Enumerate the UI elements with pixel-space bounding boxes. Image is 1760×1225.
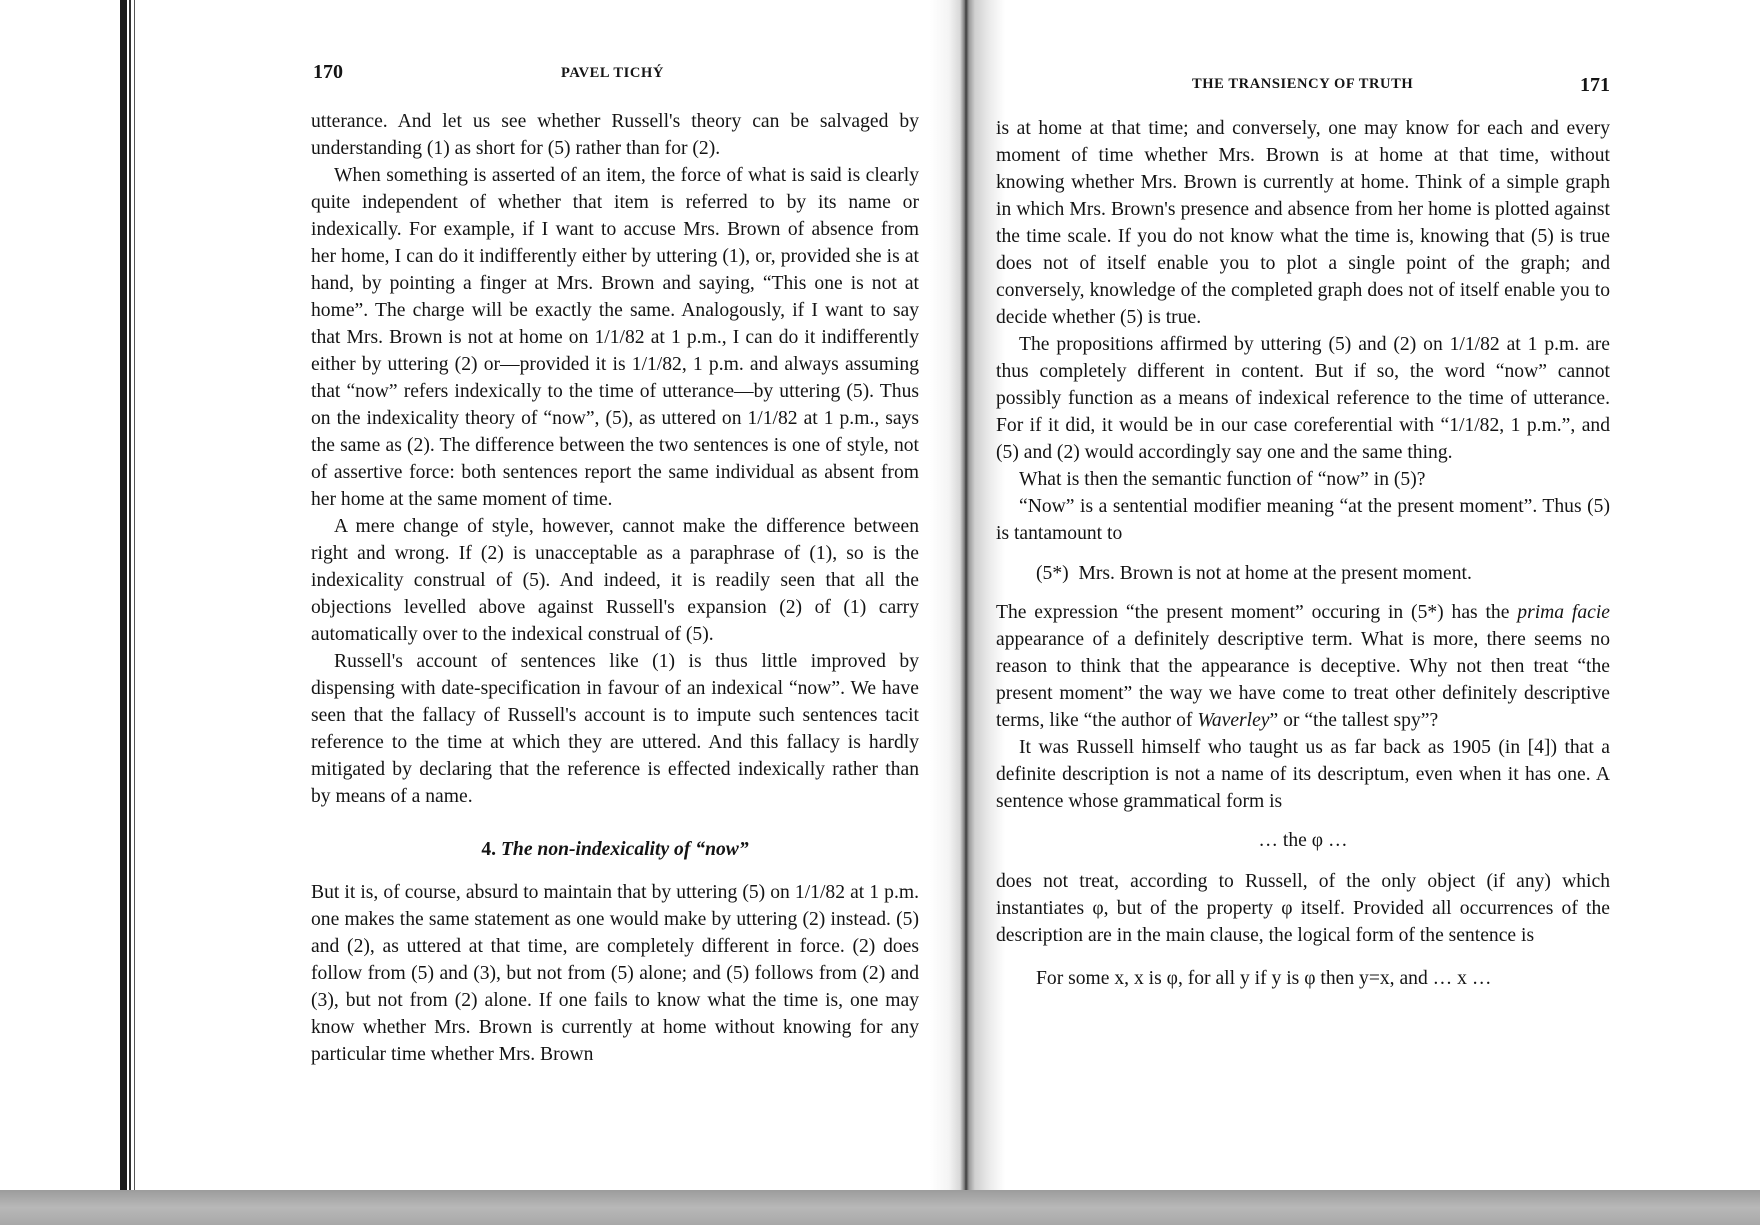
paragraph: The propositions affirmed by uttering (5) and (2) on 1/1/82 at 1 p.m. are thus completely different in content. But if so, the word “now” cannot possibly function as a means of indexical reference to the time of utterance. For if it did, it would be in our case coreferential with “1/1/82, 1 p.m.”, and (5) and (2) would accordingly say one and the same thing. bbox=[996, 334, 1610, 463]
page-number-right: 171 bbox=[1580, 74, 1610, 96]
right-page-body bbox=[996, 115, 1610, 992]
section-number: 4. bbox=[481, 839, 497, 860]
logical-form-formula: For some x, x is φ, for all y if y is φ then y=x, and … x … bbox=[1036, 968, 1492, 989]
page-edge-shadow bbox=[118, 0, 142, 1190]
paragraph: “Now” is a sentential modifier meaning “at the present moment”. Thus (5) is tantamount to bbox=[996, 496, 1610, 544]
paragraph: is at home at that time; and conversely, one may know for each and every moment of time whether Mrs. Brown is at home at that time, without knowing whether Mrs. Brown is currently at home. Think of a simple graph in which Mrs. Brown's presence and absence from her home is plotted against the time scale. If you do not know what the time is, knowing that (5) is true does not of itself enable you to plot a single point of the graph; and conversely, knowledge of the completed graph does not of itself enable you to decide whether (5) is true. bbox=[996, 118, 1610, 328]
right-running-head bbox=[996, 66, 1610, 100]
page-number-left: 170 bbox=[313, 61, 343, 83]
running-head-author: PAVEL TICHÝ bbox=[561, 65, 664, 81]
paragraph: Russell's account of sentences like (1) is thus little improved by dispensing with date-specification in favour of an indexical “now”. We have seen that the fallacy of Russell's account is to impute such sentences tacit reference to the time at which they are uttered. And this fallacy is hardly mitigated by declaring that the reference is effected indexically rather than by means of a name. bbox=[311, 651, 919, 807]
text-run: appearance of a definitely descriptive term. What is more, there seems no reason to think that the appearance is deceptive. Why not then treat “the present moment” the way we have come to treat other definitely descriptive terms, like “the author of bbox=[996, 629, 1610, 731]
left-page bbox=[311, 55, 919, 1185]
text-run: The expression “the present moment” occuring in (5*) has the bbox=[996, 602, 1518, 623]
section-heading bbox=[311, 836, 919, 863]
paragraph: But it is, of course, absurd to maintain that by uttering (5) on 1/1/82 at 1 p.m. one makes the same statement as one would make by uttering (2) instead. (5) and (2), as uttered at that time, are completely different in force. (2) does follow from (5) and (3), but not from (5) alone; and (5) follows from (2) and (3), but not from (2) alone. If one fails to know what the time is, one may know whether Mrs. Brown is currently at home without knowing for any particular time whether Mrs. Brown bbox=[311, 882, 919, 1065]
paragraph: utterance. And let us see whether Russell's theory can be salvaged by understanding (1) as short for (5) rather than for (2). bbox=[311, 111, 919, 159]
paragraph: does not treat, according to Russell, of the only object (if any) which instantiates φ, but of the property φ itself. Provided all occurrences of the description are in the main clause, the logical form of the sentence is bbox=[996, 871, 1610, 946]
paragraph: It was Russell himself who taught us as far back as 1905 (in [4]) that a definite description is not a name of its descriptum, even when it has one. A sentence whose grammatical form is bbox=[996, 737, 1610, 812]
paragraph: When something is asserted of an item, the force of what is said is clearly quite independent of whether that item is referred to by its name or indexically. For example, if I want to accuse Mrs. Brown of absence from her home, I can do it indifferently either by uttering (1), or, provided she is at hand, by pointing a finger at Mrs. Brown and saying, “This one is not at home”. The charge will be exactly the same. Analogously, if I want to say that Mrs. Brown is not at home on 1/1/82 at 1 p.m., I can do it indifferently either by uttering (2) or—provided it is 1/1/82, 1 p.m. and always assuming that “now” refers indexically to the time of utterance—by uttering (5). Thus on the indexicality theory of “now”, (5), as uttered on 1/1/82 at 1 p.m., says the same as (2). The difference between the two sentences is one of style, not of assertive force: both sentences report the same individual as absent from her home at the same moment of time. bbox=[311, 165, 919, 510]
text-run: ” or “the tallest spy”? bbox=[1269, 710, 1439, 731]
italic-text: prima facie bbox=[1517, 602, 1610, 623]
paragraph bbox=[996, 599, 1610, 734]
section-title-quoted: “now” bbox=[695, 839, 749, 860]
paragraph: What is then the semantic function of “now” in (5)? bbox=[1019, 469, 1426, 490]
running-head-title: THE TRANSIENCY OF TRUTH bbox=[1192, 76, 1414, 92]
display-description-form: … the φ … bbox=[1258, 830, 1348, 851]
italic-text: Waverley bbox=[1197, 710, 1270, 731]
book-gutter-shadow bbox=[930, 0, 1005, 1190]
section-title: The non-indexicality of bbox=[500, 839, 691, 860]
right-page bbox=[996, 66, 1610, 1186]
scanner-bottom-band bbox=[0, 1190, 1760, 1225]
display-sentence-5star: (5*) Mrs. Brown is not at home at the present moment. bbox=[1036, 563, 1472, 584]
left-running-head bbox=[311, 55, 919, 89]
left-page-body bbox=[311, 108, 919, 1068]
paragraph: A mere change of style, however, cannot make the difference between right and wrong. If (2) is unacceptable as a paraphrase of (1), so is the indexicality construal of (5). And indeed, it is readily seen that all the objections levelled above against Russell's expansion (2) of (1) carry automatically over to the indexical construal of (5). bbox=[311, 516, 919, 645]
